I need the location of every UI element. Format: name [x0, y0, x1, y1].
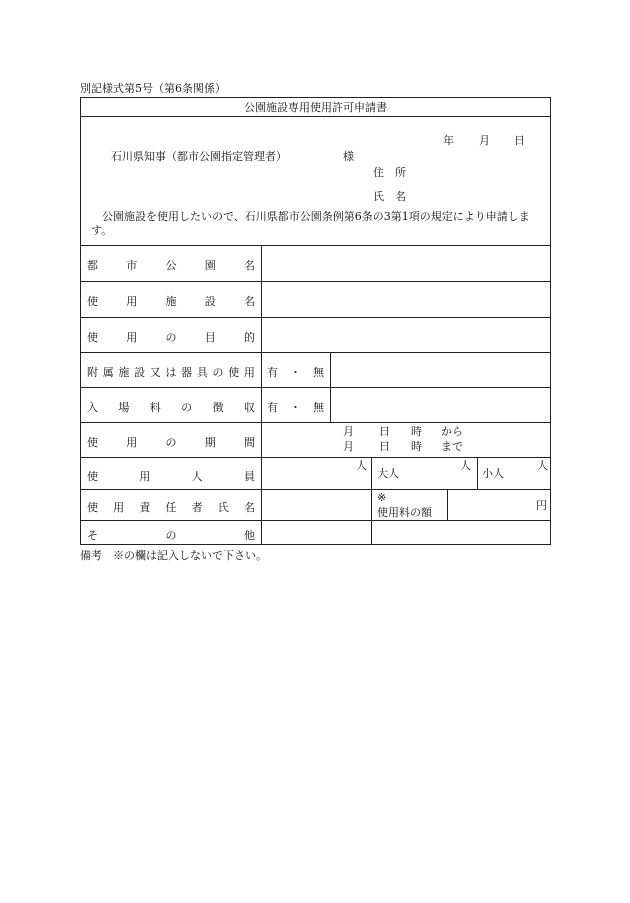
label-char: 園: [204, 259, 216, 272]
divider: [261, 245, 262, 545]
fee-label: 使用料の額: [377, 506, 432, 519]
divider: [81, 422, 550, 423]
label-responsible-person: [87, 499, 255, 515]
label-char: 施: [118, 366, 130, 379]
label-char: 員: [243, 470, 255, 483]
label-char: 具: [196, 366, 208, 379]
fee-unit: 円: [536, 499, 547, 512]
period-end-month: 月: [343, 440, 354, 453]
label-char: 又: [149, 366, 161, 379]
child-unit: 人: [537, 459, 548, 472]
label-char: 名: [244, 259, 255, 272]
form-number-label: 別記様式第5号（第6条関係）: [80, 82, 226, 95]
label-char: 用: [113, 501, 125, 514]
label-char: 目: [204, 331, 216, 344]
label-char: の: [165, 436, 177, 449]
option-separator: ・: [290, 366, 301, 379]
application-statement: 公園施設を使用したいので、石川県都市公園条例第6条の3第1項の規定により申請します。: [91, 210, 530, 237]
label-char: 使: [87, 436, 98, 449]
label-equipment-use: [87, 364, 255, 380]
label-char: そ: [87, 529, 98, 542]
label-other: [87, 527, 255, 543]
divider: [81, 457, 550, 458]
label-char: 期: [204, 436, 216, 449]
period-start-day: 日: [379, 425, 390, 438]
label-period: [87, 434, 255, 450]
headcount-total-unit: 人: [356, 459, 367, 472]
label-facility-name: [87, 293, 255, 309]
divider: [81, 489, 550, 490]
divider: [477, 457, 478, 489]
divider: [81, 387, 550, 388]
divider: [81, 317, 550, 318]
option-separator: ・: [290, 401, 301, 414]
divider: [447, 489, 448, 520]
divider: [81, 352, 550, 353]
label-char: 市: [126, 259, 138, 272]
label-char: 名: [243, 501, 255, 514]
label-char: の: [212, 366, 224, 379]
child-label: 小人: [482, 467, 504, 480]
divider: [81, 281, 550, 282]
label-char: 施: [165, 295, 177, 308]
label-char: 使: [228, 366, 240, 379]
label-char: は: [165, 366, 177, 379]
option-no[interactable]: 無: [313, 366, 324, 379]
label-char: 収: [243, 401, 255, 414]
label-char: 器: [181, 366, 193, 379]
label-char: 属: [102, 366, 114, 379]
label-char: 者: [191, 501, 203, 514]
period-start-hour: 時: [411, 425, 422, 438]
label-char: 使: [87, 295, 98, 308]
label-char: 他: [244, 529, 255, 542]
divider: [81, 520, 550, 521]
divider: [81, 245, 550, 246]
period-until: まで: [441, 440, 463, 453]
divider: [81, 116, 550, 117]
label-char: 用: [126, 436, 138, 449]
date-year-label: 年: [443, 134, 454, 147]
divider: [371, 457, 372, 545]
footnote: 備考 ※の欄は記入しないで下さい。: [80, 549, 267, 562]
date-day-label: 日: [514, 134, 525, 147]
label-char: 公: [165, 259, 177, 272]
label-char: 使: [87, 501, 98, 514]
label-char: 設: [134, 366, 146, 379]
fee-mark: ※: [377, 491, 387, 504]
period-start-month: 月: [343, 425, 354, 438]
label-char: 人: [191, 470, 203, 483]
label-char: 間: [244, 436, 255, 449]
period-end-hour: 時: [411, 440, 422, 453]
label-char: の: [165, 529, 177, 542]
label-char: 徴: [212, 401, 224, 414]
divider: [330, 352, 331, 422]
label-char: 的: [244, 331, 255, 344]
label-char: 氏: [217, 501, 229, 514]
option-yes[interactable]: 有: [267, 366, 278, 379]
label-char: 用: [126, 295, 138, 308]
period-end-day: 日: [379, 440, 390, 453]
label-char: 使: [87, 470, 98, 483]
adult-unit: 人: [460, 459, 471, 472]
addressee: 石川県知事（都市公園指定管理者）: [111, 150, 287, 163]
label-char: 設: [204, 295, 216, 308]
label-char: 責: [139, 501, 151, 514]
admission-fee-options: [267, 399, 324, 415]
period-from: から: [441, 425, 463, 438]
label-char: 入: [87, 401, 98, 414]
application-form: [80, 97, 551, 545]
label-char: 附: [87, 366, 98, 379]
label-headcount: [87, 468, 255, 484]
label-char: 用: [126, 331, 138, 344]
label-char: 任: [165, 501, 177, 514]
label-char: の: [181, 401, 193, 414]
label-char: 用: [243, 366, 255, 379]
label-char: 料: [149, 401, 161, 414]
honorific: 様: [343, 150, 354, 163]
adult-label: 大人: [377, 467, 399, 480]
label-char: 場: [118, 401, 130, 414]
form-title: 公園施設専用使用許可申請書: [244, 101, 387, 114]
label-char: 名: [244, 295, 255, 308]
label-char: 都: [87, 259, 98, 272]
label-park-name: [87, 257, 255, 273]
date-month-label: 月: [479, 134, 490, 147]
equipment-use-options: [267, 364, 324, 380]
label-char: 用: [139, 470, 151, 483]
label-char: 使: [87, 331, 98, 344]
label-char: の: [165, 331, 177, 344]
name-label: 氏 名: [373, 190, 406, 203]
option-yes[interactable]: 有: [267, 401, 278, 414]
label-purpose: [87, 329, 255, 345]
label-admission-fee: [87, 399, 255, 415]
option-no[interactable]: 無: [313, 401, 324, 414]
address-label: 住 所: [373, 166, 406, 179]
